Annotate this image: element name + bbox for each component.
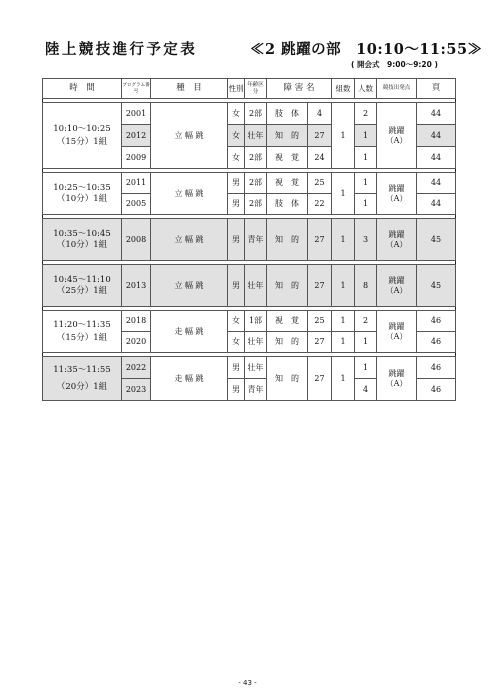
page-ref: 46 bbox=[417, 311, 456, 332]
col-disability-header: 障 害 名 bbox=[267, 79, 332, 99]
sex: 男 bbox=[228, 173, 245, 194]
col-program-no-header: プログラム番号 bbox=[122, 79, 151, 99]
duration: （25分）1組 bbox=[56, 285, 108, 296]
page-ref: 46 bbox=[417, 357, 456, 379]
disability: 視 覚 bbox=[267, 173, 308, 194]
start-point-sub: （A） bbox=[385, 239, 408, 249]
time-cell bbox=[43, 311, 122, 353]
col-groups-header: 組数 bbox=[332, 79, 355, 99]
duration: （10分）1組 bbox=[56, 193, 108, 204]
disability: 視 覚 bbox=[267, 147, 308, 169]
time-cell bbox=[43, 103, 122, 169]
disability: 肢 体 bbox=[267, 103, 308, 125]
start-point bbox=[377, 219, 417, 261]
table-row bbox=[43, 265, 456, 307]
groups: 1 bbox=[332, 219, 355, 261]
disability-code: 25 bbox=[308, 173, 332, 194]
disability: 知 的 bbox=[267, 125, 308, 147]
sex: 女 bbox=[228, 125, 245, 147]
sex: 男 bbox=[228, 379, 245, 401]
event-name: 走 幅 跳 bbox=[151, 311, 228, 353]
program-no: 2022 bbox=[122, 357, 151, 379]
start-point-label: 跳躍 bbox=[388, 229, 405, 239]
disability-code: 27 bbox=[308, 265, 332, 307]
col-sex-header: 性別 bbox=[228, 79, 245, 99]
page-ref: 46 bbox=[417, 379, 456, 401]
sex: 男 bbox=[228, 265, 245, 307]
program-no: 2011 bbox=[122, 173, 151, 194]
time-range: 11:35〜11:55 bbox=[53, 365, 111, 376]
groups: 1 bbox=[332, 332, 355, 353]
start-point-label: 跳躍 bbox=[388, 321, 405, 331]
page-number: - 43 - bbox=[238, 679, 257, 687]
disability: 肢 体 bbox=[267, 194, 308, 215]
sex: 女 bbox=[228, 103, 245, 125]
time-range: 11:20〜11:35 bbox=[53, 319, 111, 330]
col-persons-header: 人数 bbox=[355, 79, 377, 99]
page-ref: 44 bbox=[417, 103, 456, 125]
disability-code: 24 bbox=[308, 147, 332, 169]
persons: 3 bbox=[355, 219, 377, 261]
duration: （10分）1組 bbox=[56, 239, 108, 250]
groups: 1 bbox=[332, 311, 355, 332]
page-title: 陸上競技進行予定表 bbox=[45, 41, 198, 58]
time-cell bbox=[43, 219, 122, 261]
program-no: 2013 bbox=[122, 265, 151, 307]
disability-code: 27 bbox=[308, 332, 332, 353]
start-point-label: 跳躍 bbox=[388, 183, 405, 193]
header-row bbox=[43, 79, 456, 99]
event-name: 立 幅 跳 bbox=[151, 265, 228, 307]
disability-code: 4 bbox=[308, 103, 332, 125]
persons: 2 bbox=[355, 311, 377, 332]
sex: 女 bbox=[228, 332, 245, 353]
sex: 女 bbox=[228, 147, 245, 169]
disability: 知 的 bbox=[267, 332, 308, 353]
schedule-table bbox=[42, 78, 456, 401]
sex: 男 bbox=[228, 194, 245, 215]
start-point-label: 跳躍 bbox=[388, 125, 405, 135]
col-event-header: 種 目 bbox=[151, 79, 228, 99]
program-no: 2001 bbox=[122, 103, 151, 125]
program-no: 2020 bbox=[122, 332, 151, 353]
persons: 2 bbox=[355, 103, 377, 125]
start-point bbox=[377, 357, 417, 401]
start-point-sub: （A） bbox=[385, 331, 408, 341]
page-ref: 44 bbox=[417, 173, 456, 194]
start-point-sub: （A） bbox=[385, 285, 408, 295]
start-point-label: 跳躍 bbox=[388, 275, 405, 285]
time-range: 10:10〜10:25 bbox=[53, 123, 111, 134]
persons: 1 bbox=[355, 332, 377, 353]
age-class: 壮年 bbox=[245, 332, 267, 353]
age-class: 2部 bbox=[245, 194, 267, 215]
disability-code: 22 bbox=[308, 194, 332, 215]
start-point-label: 跳躍 bbox=[388, 368, 405, 378]
age-class: 壮年 bbox=[245, 357, 267, 379]
page-ref: 45 bbox=[417, 265, 456, 307]
table-row bbox=[43, 173, 456, 194]
program-no: 2009 bbox=[122, 147, 151, 169]
page-ref: 45 bbox=[417, 219, 456, 261]
start-point-sub: （A） bbox=[385, 193, 408, 203]
duration: （15分）1組 bbox=[56, 137, 108, 147]
page-ref: 44 bbox=[417, 194, 456, 215]
age-class: 2部 bbox=[245, 147, 267, 169]
start-point bbox=[377, 103, 417, 169]
start-point bbox=[377, 311, 417, 353]
page-ref: 44 bbox=[417, 147, 456, 169]
age-class: 2部 bbox=[245, 173, 267, 194]
disability-code: 27 bbox=[308, 219, 332, 261]
page-ref: 46 bbox=[417, 332, 456, 353]
persons: 1 bbox=[355, 173, 377, 194]
page-ref: 44 bbox=[417, 125, 456, 147]
age-class: 壮年 bbox=[245, 125, 267, 147]
persons: 8 bbox=[355, 265, 377, 307]
persons: 1 bbox=[355, 194, 377, 215]
persons: 1 bbox=[355, 125, 377, 147]
disability: 視 覚 bbox=[267, 311, 308, 332]
table-row bbox=[43, 103, 456, 125]
sex: 男 bbox=[228, 219, 245, 261]
groups: 1 bbox=[332, 173, 355, 215]
age-class: 青年 bbox=[245, 219, 267, 261]
event-name: 走 幅 跳 bbox=[151, 357, 228, 401]
col-page-header: 頁 bbox=[417, 79, 456, 99]
groups: 1 bbox=[332, 357, 355, 401]
table-row bbox=[43, 311, 456, 332]
start-point-sub: （A） bbox=[385, 378, 408, 388]
table-row bbox=[43, 357, 456, 379]
disability: 知 的 bbox=[267, 357, 308, 401]
schedule-sheet bbox=[42, 78, 455, 418]
disability: 知 的 bbox=[267, 219, 308, 261]
time-cell bbox=[43, 173, 122, 215]
event-name: 立 幅 跳 bbox=[151, 103, 228, 169]
program-no: 2023 bbox=[122, 379, 151, 401]
age-class: 青年 bbox=[245, 379, 267, 401]
disability: 知 的 bbox=[267, 265, 308, 307]
start-point bbox=[377, 265, 417, 307]
event-name: 立 幅 跳 bbox=[151, 219, 228, 261]
program-no: 2008 bbox=[122, 219, 151, 261]
duration: （15分）1組 bbox=[56, 333, 108, 343]
persons: 4 bbox=[355, 379, 377, 401]
age-class: 2部 bbox=[245, 103, 267, 125]
persons: 1 bbox=[355, 357, 377, 379]
sex: 男 bbox=[228, 357, 245, 379]
time-range: 10:35〜10:45 bbox=[53, 229, 111, 240]
section-heading: ≪2 跳躍の部 10:10〜11:55≫ bbox=[250, 41, 483, 58]
table-row bbox=[43, 219, 456, 261]
age-class: 壮年 bbox=[245, 265, 267, 307]
col-time-header: 時 間 bbox=[43, 79, 122, 99]
program-no: 2005 bbox=[122, 194, 151, 215]
duration: （20分）1組 bbox=[56, 381, 108, 392]
ceremony-note: ( 開会式 9:00〜9:20 ) bbox=[351, 60, 438, 69]
groups: 1 bbox=[332, 103, 355, 169]
age-class: 1部 bbox=[245, 311, 267, 332]
disability-code: 27 bbox=[308, 357, 332, 401]
sex: 女 bbox=[228, 311, 245, 332]
start-point bbox=[377, 173, 417, 215]
program-no: 2018 bbox=[122, 311, 151, 332]
disability-code: 25 bbox=[308, 311, 332, 332]
time-range: 10:25〜10:35 bbox=[53, 183, 111, 194]
program-no: 2012 bbox=[122, 125, 151, 147]
start-point-sub: （A） bbox=[385, 135, 408, 145]
time-cell bbox=[43, 265, 122, 307]
time-range: 10:45〜11:10 bbox=[53, 275, 111, 286]
persons: 1 bbox=[355, 147, 377, 169]
event-name: 立 幅 跳 bbox=[151, 173, 228, 215]
col-age-class-header: 年齢区分 bbox=[245, 79, 267, 99]
time-cell bbox=[43, 357, 122, 401]
disability-code: 27 bbox=[308, 125, 332, 147]
col-start-point-header: 競技出発点 bbox=[377, 79, 417, 99]
groups: 1 bbox=[332, 265, 355, 307]
